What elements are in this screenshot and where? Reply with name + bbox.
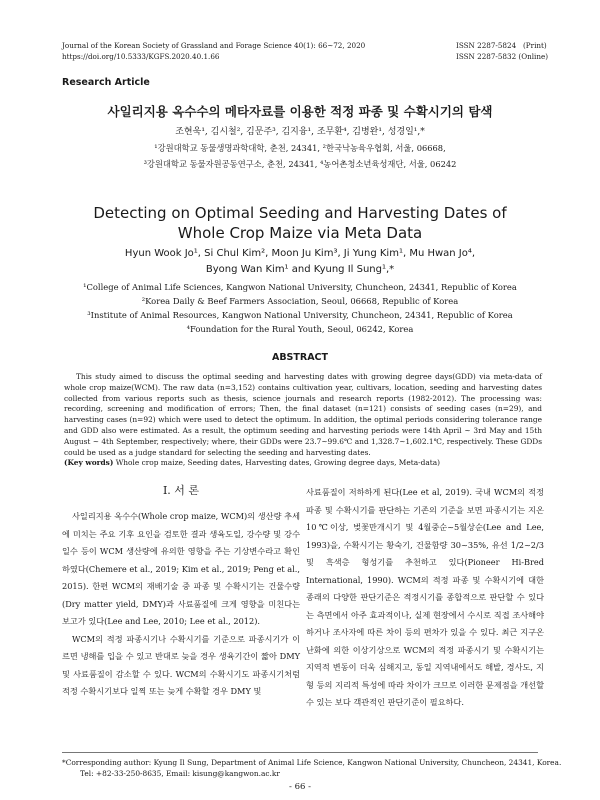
korean-affiliation-1: ¹강원대학교 동물생명과학대학, 춘천, 24341, ²한국낙농육우협회, 서울, 06668, [154,143,446,153]
keywords-label: (Key words) [64,458,114,468]
issn-block [456,40,548,62]
english-authors-line1: Hyun Wook Jo¹, Si Chul Kim², Moon Ju Kim³, Ji Yung Kim¹, Mu Hwan Jo⁴, [124,248,476,259]
journal-header [62,40,365,62]
page-number: - 66 - [289,782,311,792]
english-affiliation-3: ³Institute of Animal Resources, Kangwon National University, Chuncheon, 24341, Republic of Korea [87,310,513,320]
keywords-list: Whole crop maize, Seeding dates, Harvesting dates, Growing degree days, Meta-data) [113,458,441,468]
issn-online: ISSN 2287-5832 (Online) [456,52,549,61]
section-heading-introduction: Ⅰ. 서 론 [162,484,200,497]
journal-citation: Journal of the Korean Society of Grassland and Forage Science 40(1): 66~72, 2020 [62,41,366,50]
english-title-line1: Detecting on Optimal Seeding and Harvesting Dates of [93,204,507,222]
english-affiliation-4: ⁴Foundation for the Rural Youth, Seoul, 06242, Korea [186,324,414,334]
korean-title: 사일리지용 옥수수의 메타자료를 이용한 적정 파종 및 수확시기의 탐색 [107,104,493,119]
korean-authors: 조현욱¹, 김시철², 김문주³, 김지융¹, 조무환⁴, 김병완¹, 성경일¹,* [175,127,425,137]
abstract-body [64,372,542,469]
doi-link[interactable]: https://doi.org/10.5333/KGFS.2020.40.1.66 [62,52,220,61]
intro-paragraph-3: 사료품질이 저하하게 된다(Lee et al, 2019). 국내 WCM의 적정 파종 및 수확시기를 판단하는 기존의 기준을 보면 파종시기는 지온 10℃이상, 벚꽃만개시기 및 4월중순~5월상순(Lee and Lee, 1993)을, 수확시기는 황숙기, 건물함량 30~35%, 유선 1/2~2/3 및 흑색층 형성기를 추천하고 있다(Pioneer Hi-Bred International, 1990). WCM의 적정 파종 및 수확시기에 대한 종래의 다양한 판단기준은 적정시기를 종합적으로 판단할 수 있다는 측면에서 아주 효과적이나, 실제 현장에서 수시로 직접 조사해야 하거나 조사자에 따른 차이 등의 편차가 있을 수 있다. 최근 지구온난화에 의한 이상기상으로 WCM의 적정 파종시기 및 수확시기는 지역적 변동이 더욱 심해지고, 동일 지역내에서도 해발, 경사도, 지형 등의 지리적 특성에 따라 차이가 크므로 이러한 문제점을 개선할 수 있는 보다 객관적인 판단기준이 필요하다. [306,487,544,707]
issn-print: ISSN 2287-5824 (Print) [456,41,547,50]
intro-paragraph-1: 사일리지용 옥수수(Whole crop maize, WCM)의 생산량 추세에 미치는 주요 기후 요인을 검토한 결과 생육도일, 강수량 및 강수일수 등이 WCM 생산량에 유의한 영향을 주는 기상변수라고 확인하였다(Chemere et al., 2019; Kim et al., 2019; Peng et al., 2015). 한편 WCM의 재배기술 중 파종 및 수확시기는 건물수량(Dry matter yield, DMY)과 사료품질에 크게 영향을 미친다는 보고가 있다(Lee and Lee, 2010; Lee et al., 2012). [62,511,300,626]
abstract-text: This study aimed to discuss the optimal seeding and harvesting dates with growing degree days(GDD) via meta-data of whole crop maize(WCM). The raw data (n=3,152) contains cultivation year, cultivars, location, seeding and harvesting dates collected from various reports such as thesis, science journals and research reports (1982-2012). The processing was: recording, screening and modification of errors; Then, the final dataset (n=121) consists of seeding cases (n=29), and harvesting cases (n=92) which were used to detect the optimum. In addition, the optimal periods considering tolerance range and GDD also were estimated. As a result, the optimum seeding and harvesting periods were 14th April ~ 3rd May and 15th August ~ 4th September, respectively; where, their GDDs were 23.7~99.6℃ and 1,328.7~1,602.1℃, respectively. These GDDs could be used as a judge standard for selecting the seeding and harvesting dates. [64,372,542,457]
corresponding-author: *Corresponding author: Kyung Il Sung, Department of Animal Life Science, Kangwon National University, Chuncheon, 24341, Korea. [62,758,562,767]
keywords [64,458,542,469]
english-title-line2: Whole Crop Maize via Meta Data [177,224,423,242]
english-authors-line2: Byong Wan Kim¹ and Kyung Il Sung¹,* [205,264,395,275]
left-column [62,484,300,701]
right-column [306,484,544,712]
intro-paragraph-2: WCM의 적정 파종시기나 수확시기를 기준으로 파종시기가 이르면 냉해를 입을 수 있고 반대로 늦을 경우 생육기간이 짧아 DMY 및 사료품질이 감소할 수 있다. WCM의 수확시기도 파종시기처럼 적정 수확시기보다 일찍 또는 늦게 수확할 경우 DMY 및 [62,633,300,696]
footnote [62,757,561,779]
article-type: Research Article [62,77,150,88]
footnote-divider [62,752,538,753]
english-affiliation-1: ¹College of Animal Life Sciences, Kangwon National University, Chuncheon, 24341, Republic of Korea [83,282,517,292]
abstract-heading: ABSTRACT [271,352,329,363]
english-affiliation-2: ²Korea Daily & Beef Farmers Association, Seoul, 06668, Republic of Korea [141,296,459,306]
contact-info: Tel: +82-33-250-8635, Email: kisung@kangwon.ac.kr [80,769,280,778]
korean-affiliation-2: ³강원대학교 동물자원공동연구소, 춘천, 24341, ⁴농어촌청소년육성재단, 서울, 06242 [143,159,457,169]
